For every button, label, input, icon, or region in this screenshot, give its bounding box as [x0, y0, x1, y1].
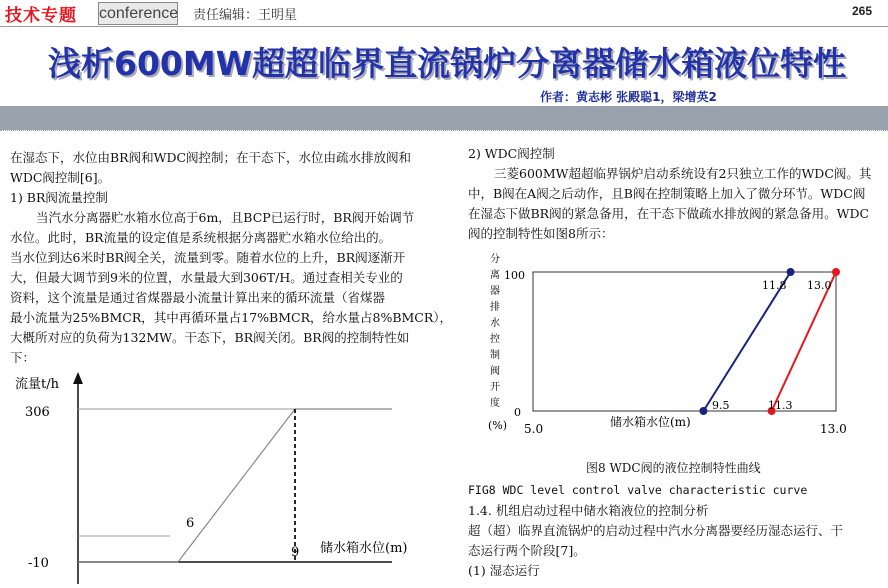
text-line: 当汽水分离器贮水箱水位高于6m，且BCP已运行时，BR阀开始调节 — [36, 210, 415, 225]
br-flow-curve — [78, 409, 392, 562]
text-line: 当水位到达6米时BR阀全关，流量到零。随着水位的上升，BR阀逐渐开 — [10, 250, 406, 265]
text-line: 中，B阀在A阀之后动作，且B阀在控制策略上加入了微分环节。WDC阀 — [468, 186, 866, 201]
y-label-char: 水 — [490, 318, 500, 329]
text-line: 资料，这个流量是通过省煤器最小流量计算出来的循环流量（省煤器 — [10, 290, 386, 305]
y-label-char: 阀 — [490, 366, 500, 377]
label-9: 9 — [291, 545, 300, 560]
text-line: 下： — [10, 350, 36, 365]
br-valve-chart — [0, 370, 450, 588]
y-label-char: 器 — [490, 286, 500, 297]
valve-a-line — [703, 272, 790, 411]
right-column-bottom — [468, 501, 843, 581]
text-line: 在湿态下，水位由BR阀和WDC阀控制；在干态下，水位由疏水排放阀和 — [10, 150, 412, 165]
y-tick-0: 0 — [514, 406, 521, 419]
valve-a-start-point — [699, 407, 707, 415]
wdc-y-axis-label — [490, 252, 500, 409]
y-label-char: 排 — [490, 302, 500, 313]
label-6: 6 — [186, 516, 195, 531]
valve-a-end-point — [787, 268, 795, 276]
article-authors: 作者：黄志彬 张殿聪1，梁增英2 — [540, 90, 717, 104]
right-column — [468, 144, 871, 244]
label-11-8: 11.8 — [762, 279, 787, 292]
text-line: 2) WDC阀控制 — [468, 146, 555, 161]
wdc-x-axis-label: 储水箱水位(m) — [610, 415, 691, 429]
y-axis-label: 流量t/h — [15, 377, 59, 392]
section-tag: 技术专题 — [5, 6, 77, 26]
y-label-char: 度 — [490, 398, 500, 409]
text-line: 大概所对应的负荷为132MW。干态下，BR阀关闭。BR阀的控制特性如 — [10, 330, 410, 345]
text-line: 大，但最大调节到9米的位置，水量最大到306T/H。通过查相关专业的 — [10, 270, 403, 285]
y-label-char: 制 — [490, 350, 500, 361]
y-axis-arrow — [73, 372, 83, 384]
y-label-char: 开 — [490, 382, 500, 393]
title-band — [0, 106, 888, 130]
y-tick-306: 306 — [25, 405, 50, 420]
article-title: 浅析600MW超超临界直流锅炉分离器储水箱液位特性 — [48, 44, 847, 83]
x-axis-label: 储水箱水位(m) — [320, 541, 408, 556]
figure-caption-cn: 图8 WDC阀的液位控制特性曲线 — [586, 461, 761, 475]
text-line: 三菱600MW超超临界锅炉启动系统设有2只独立工作的WDC阀。其 — [494, 166, 872, 181]
y-unit: (%) — [488, 419, 508, 432]
text-line: 超（超）临界直流锅炉的启动过程中汽水分离器要经历湿态运行、干 — [468, 523, 844, 538]
wdc-valve-chart — [470, 246, 888, 442]
text-line: 水位。此时，BR流量的设定值是系统根据分离器贮水箱水位给出的。 — [10, 230, 392, 245]
text-line: 1) BR阀流量控制 — [10, 190, 108, 205]
y-label-char: 控 — [490, 334, 500, 345]
valve-b-end-point — [832, 268, 840, 276]
section-heading: 1.4. 机组启动过程中储水箱液位的控制分析 — [468, 503, 709, 518]
valve-b-line — [772, 272, 836, 411]
page-header — [0, 0, 888, 27]
y-label-char: 分 — [490, 254, 500, 265]
editor-credit: 责任编辑：王明星 — [193, 8, 298, 23]
y-label-char: 离 — [490, 270, 500, 281]
text-line: 态运行两个阶段[7]。 — [468, 543, 586, 558]
left-column — [10, 148, 452, 368]
x-tick-13: 13.0 — [820, 422, 847, 436]
label-9-5: 9.5 — [712, 399, 730, 412]
figure-caption-en: FIG8 WDC level control valve characteristic curve — [468, 483, 808, 497]
text-line: WDC阀控制[6]。 — [10, 170, 111, 185]
text-line: 阀的控制特性如图8所示： — [468, 226, 614, 241]
text-line: 最小流量为25%BMCR，其中再循环量占17%BMCR，给水量占8%BMCR）， — [10, 310, 453, 325]
divider — [0, 130, 888, 133]
plot-frame — [533, 272, 836, 411]
label-13-0: 13.0 — [807, 279, 832, 292]
label-11-3: 11.3 — [768, 399, 793, 412]
page-number: 265 — [852, 4, 873, 18]
conference-label: conference — [98, 2, 178, 25]
text-line: 在湿态下做BR阀的紧急备用，在干态下做疏水排放阀的紧急备用。WDC — [468, 206, 870, 221]
x-tick-5: 5.0 — [524, 422, 544, 436]
y-tick-neg10: -10 — [28, 556, 49, 571]
y-tick-100: 100 — [504, 269, 525, 282]
text-line: (1) 湿态运行 — [468, 563, 540, 578]
